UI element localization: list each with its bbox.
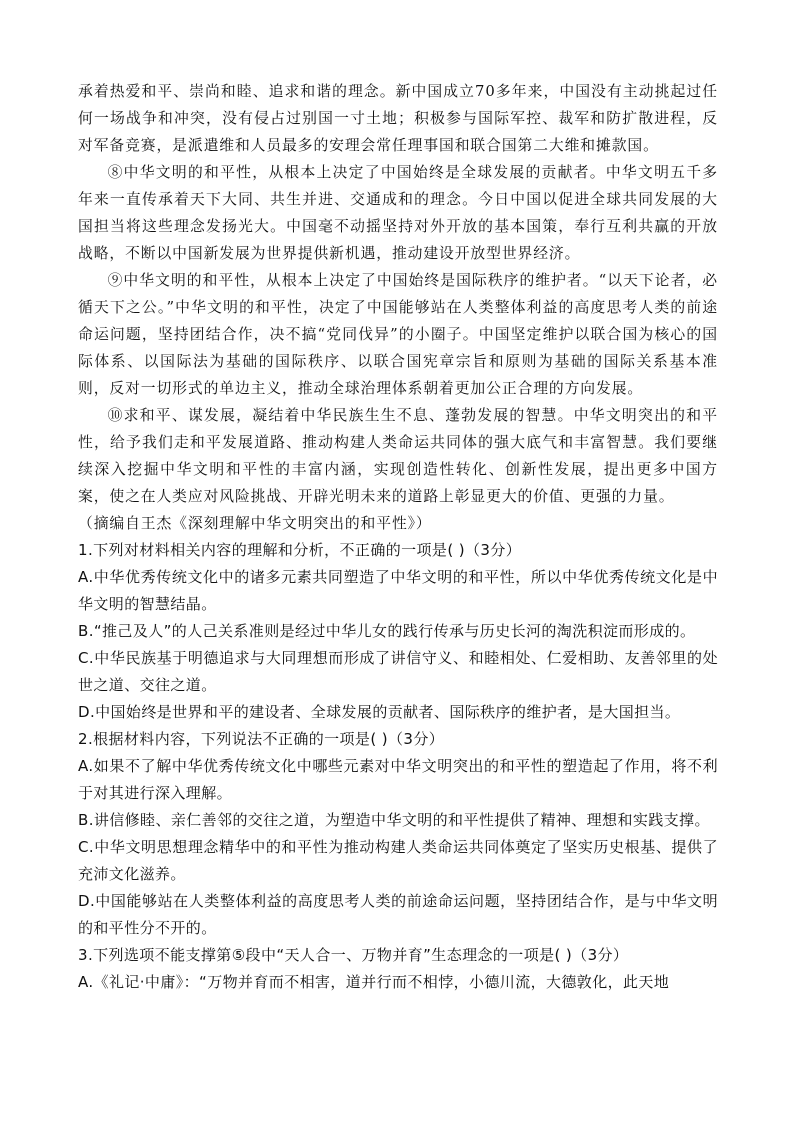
question-3-option-a: A.《礼记·中庸》：“万物并育而不相害，道并行而不相悖，小德川流，大德敦化，此天地	[78, 973, 670, 991]
question-1-option-a: A.中华优秀传统文化中的诸多元素共同塑造了中华文明的和平性，所以中华优秀传统文化是中华文明的智慧结晶。	[78, 568, 718, 613]
question-2	[78, 726, 718, 942]
reading-passage	[78, 78, 718, 537]
question-1-option-b: B.“推己及人”的人己关系准则是经过中华儿女的践行传承与历史长河的淘洗积淀而形成的。	[78, 622, 696, 640]
question-2-option-a: A.如果不了解中华优秀传统文化中哪些元素对中华文明突出的和平性的塑造起了作用，将不利于对其进行深入理解。	[78, 757, 718, 802]
question-list	[78, 537, 718, 996]
question-2-stem: 2.根据材料内容，下列说法不正确的一项是( )（3分）	[78, 730, 445, 748]
passage-paragraph-8: ⑧中华文明的和平性，从根本上决定了中国始终是全球发展的贡献者。中华文明五千多年来一直传承着天下大同、共生并进、交通成和的理念。今日中国以促进全球共同发展的大国担当将这些理念发扬光大。中国毫不动摇坚持对外开放的基本国策，奉行互利共赢的开放战略，不断以中国新发展为世界提供新机遇，推动建设开放型世界经济。	[78, 164, 718, 262]
passage-source: （摘编自王杰《深刻理解中华文明突出的和平性》）	[78, 515, 432, 532]
question-2-option-c: C.中华文明思想理念精华中的和平性为推动构建人类命运共同体奠定了坚实历史根基、提供了充沛文化滋养。	[78, 838, 718, 883]
question-3-stem: 3.下列选项不能支撑第⑤段中“天人合一、万物并育”生态理念的一项是( )（3分）	[78, 946, 629, 964]
question-1	[78, 537, 718, 726]
question-2-option-d: D.中国能够站在人类整体利益的高度思考人类的前途命运问题，坚持团结合作，是与中华文明的和平性分不开的。	[78, 892, 718, 937]
question-1-option-d: D.中国始终是世界和平的建设者、全球发展的贡献者、国际秩序的维护者，是大国担当。	[78, 703, 681, 721]
question-2-option-b: B.讲信修睦、亲仁善邻的交往之道，为塑造中华文明的和平性提供了精神、理想和实践支撑。	[78, 811, 710, 829]
question-3	[78, 942, 718, 996]
document-page	[78, 78, 718, 996]
question-1-stem: 1.下列对材料相关内容的理解和分析，不正确的一项是( )（3分）	[78, 541, 522, 559]
question-1-option-c: C.中华民族基于明德追求与大同理想而形成了讲信守义、和睦相处、仁爱相助、友善邻里的处世之道、交往之道。	[78, 649, 718, 694]
passage-paragraph-10: ⑩求和平、谋发展，凝结着中华民族生生不息、蓬勃发展的智慧。中华文明突出的和平性，给予我们走和平发展道路、推动构建人类命运共同体的强大底气和丰富智慧。我们要继续深入挖掘中华文明和平性的丰富内涵，实现创造性转化、创新性发展，提出更多中国方案，使之在人类应对风险挑战、开辟光明未来的道路上彰显更大的价值、更强的力量。	[78, 407, 718, 505]
passage-paragraph-9: ⑨中华文明的和平性，从根本上决定了中国始终是国际秩序的维护者。“以天下论者，必循天下之公。”中华文明的和平性，决定了中国能够站在人类整体利益的高度思考人类的前途命运问题，坚持团结合作，决不搞“党同伐异”的小圈子。中国坚定维护以联合国为核心的国际体系、以国际法为基础的国际秩序、以联合国宪章宗旨和原则为基础的国际关系基本准则，反对一切形式的单边主义，推动全球治理体系朝着更加公正合理的方向发展。	[78, 272, 718, 397]
passage-paragraph-7-continued: 承着热爱和平、崇尚和睦、追求和谐的理念。新中国成立70多年来，中国没有主动挑起过任何一场战争和冲突，没有侵占过别国一寸土地；积极参与国际军控、裁军和防扩散进程，反对军备竞赛，是派遣维和人员最多的安理会常任理事国和联合国第二大维和摊款国。	[78, 83, 718, 154]
